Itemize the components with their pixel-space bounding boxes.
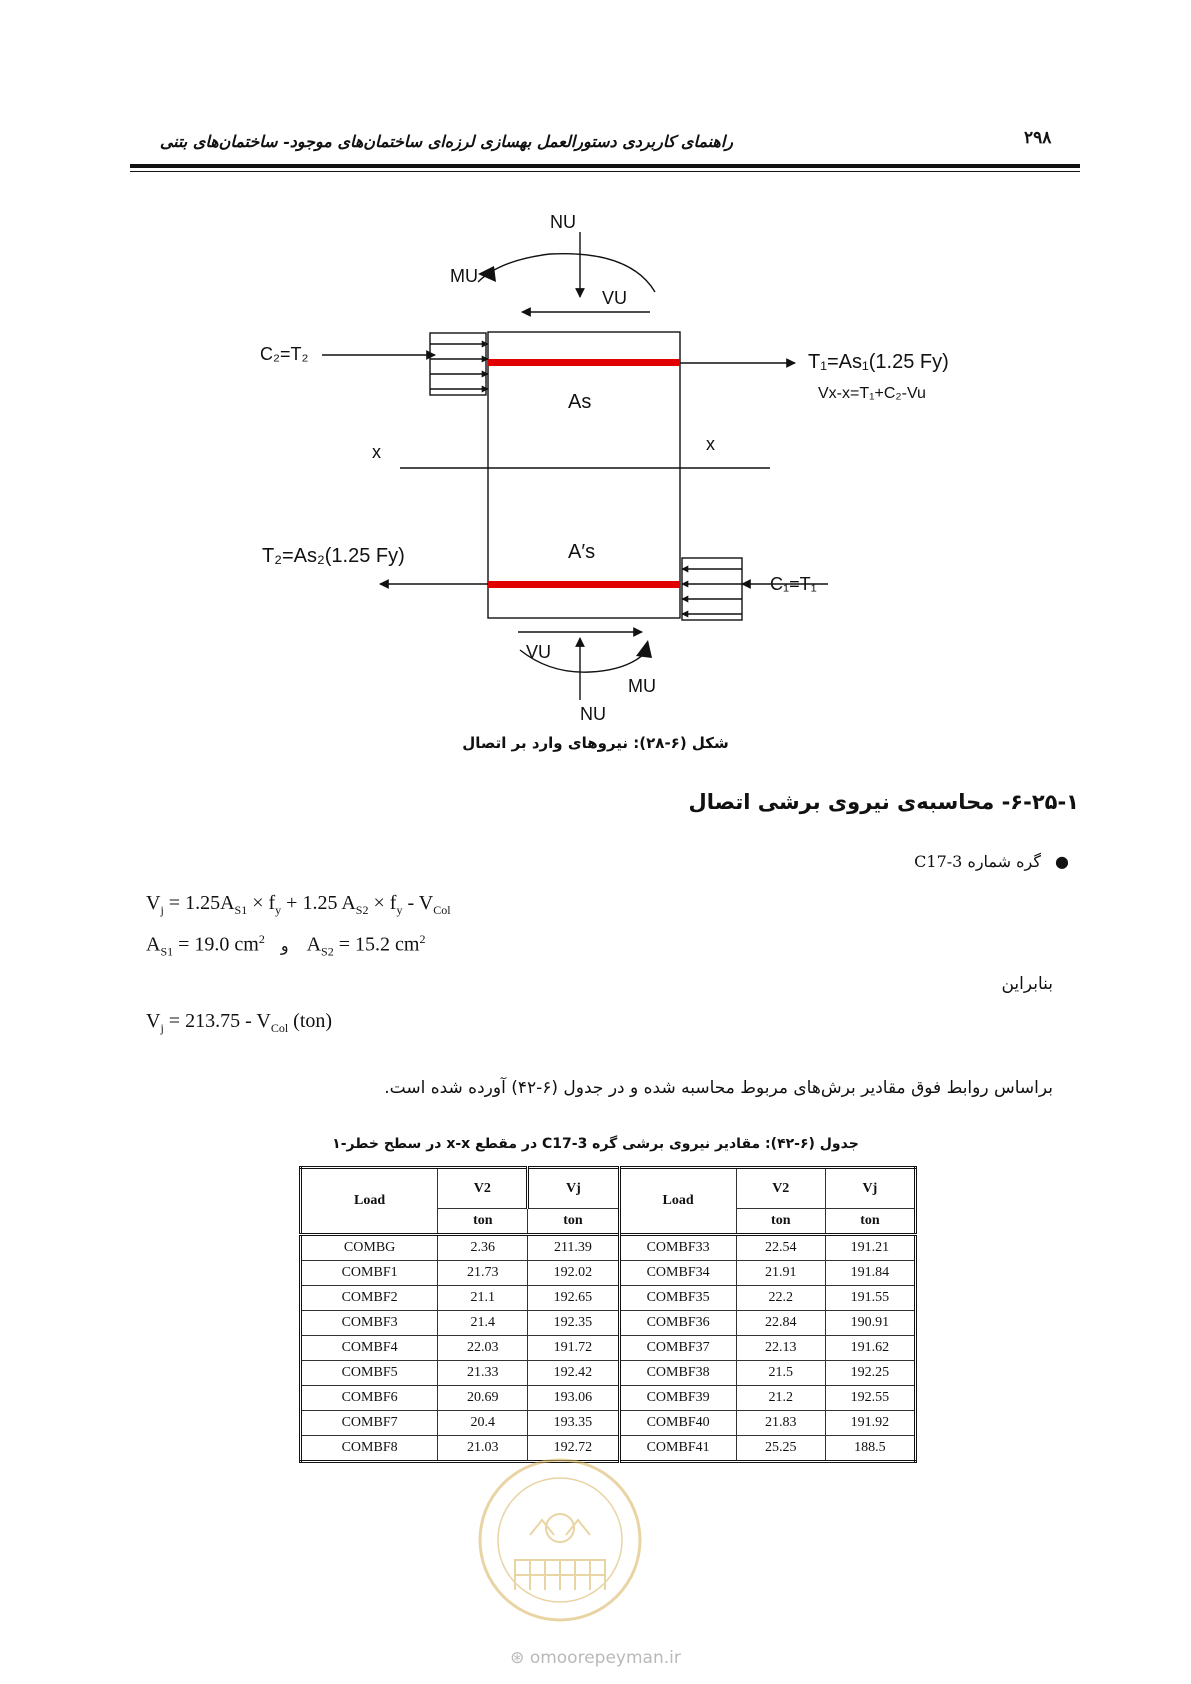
label-nu-top: NU <box>550 212 576 232</box>
figure-caption: شکل (۶-۲۸): نیروهای وارد بر اتصال <box>462 734 729 752</box>
mu-bottom-arrowhead <box>636 640 652 658</box>
cell-load-right: COMBF39 <box>619 1386 736 1411</box>
label-as: As <box>568 391 592 413</box>
cell-load-right: COMBF34 <box>619 1261 736 1286</box>
cell-v2-left: 2.36 <box>438 1235 528 1261</box>
shear-values-table <box>299 1166 917 1463</box>
cell-load-left: COMBF1 <box>301 1261 438 1286</box>
cell-v2-left: 20.4 <box>438 1411 528 1436</box>
page-number: ۲۹۸ <box>1024 128 1052 148</box>
label-t1: T₁=As₁(1.25 Fy) <box>808 351 949 373</box>
table-row <box>301 1286 916 1311</box>
cell-vj-right: 190.91 <box>825 1311 915 1336</box>
cell-v2-right: 21.91 <box>736 1261 825 1286</box>
cell-vj-right: 192.55 <box>825 1386 915 1411</box>
cell-v2-left: 20.69 <box>438 1386 528 1411</box>
cell-v2-right: 21.2 <box>736 1386 825 1411</box>
cell-vj-right: 191.92 <box>825 1411 915 1436</box>
header-v2-left: V2 <box>438 1168 528 1209</box>
cell-v2-right: 25.25 <box>736 1436 825 1462</box>
mu-top-arc <box>478 254 655 292</box>
cell-v2-right: 21.5 <box>736 1361 825 1386</box>
cell-load-left: COMBF2 <box>301 1286 438 1311</box>
cell-vj-right: 191.55 <box>825 1286 915 1311</box>
cell-vj-left: 193.06 <box>528 1386 619 1411</box>
cell-vj-left: 192.65 <box>528 1286 619 1311</box>
label-t2: T₂=As₂(1.25 Fy) <box>262 545 405 567</box>
cell-load-left: COMBG <box>301 1235 438 1261</box>
cell-load-right: COMBF36 <box>619 1311 736 1336</box>
watermark-icon: ⊛ <box>510 1648 525 1668</box>
unit-v2-left: ton <box>438 1209 528 1235</box>
label-nu-bottom: NU <box>580 704 606 724</box>
cell-v2-right: 22.2 <box>736 1286 825 1311</box>
cell-v2-left: 21.73 <box>438 1261 528 1286</box>
cell-v2-left: 21.33 <box>438 1361 528 1386</box>
bottom-rebar <box>488 581 680 588</box>
table-row <box>301 1311 916 1336</box>
cell-load-right: COMBF33 <box>619 1235 736 1261</box>
equation-vj-general: $V_j = 1.25A_{S1} \times f_y + 1.25$ $A_{S2} \times f_y - V_{Col}$ <box>146 892 451 917</box>
cell-vj-left: 192.72 <box>528 1436 619 1462</box>
cell-vj-right: 192.25 <box>825 1361 915 1386</box>
top-rebar <box>488 359 680 366</box>
unit-v2-right: ton <box>736 1209 825 1235</box>
cell-vj-right: 191.62 <box>825 1336 915 1361</box>
cell-load-right: COMBF37 <box>619 1336 736 1361</box>
header-vj-right: Vj <box>825 1168 915 1209</box>
table-row <box>301 1235 916 1261</box>
cell-v2-left: 21.4 <box>438 1311 528 1336</box>
header-load-right: Load <box>619 1168 736 1235</box>
label-as-prime: A′s <box>568 541 596 563</box>
table-row <box>301 1361 916 1386</box>
label-vu-top: VU <box>602 288 628 308</box>
cell-vj-left: 192.02 <box>528 1261 619 1286</box>
label-vu-bottom: VU <box>526 642 552 662</box>
cell-load-right: COMBF35 <box>619 1286 736 1311</box>
label-x-left: x <box>372 442 381 462</box>
header-rule-thin <box>130 171 1080 172</box>
cell-vj-left: 191.72 <box>528 1336 619 1361</box>
cell-vj-left: 211.39 <box>528 1235 619 1261</box>
equation-vj-result: $V_j = 213.75 - V_{Col}$ (ton) <box>146 1010 333 1035</box>
header-load-left: Load <box>301 1168 438 1235</box>
joint-block <box>488 332 680 618</box>
cell-load-left: COMBF3 <box>301 1311 438 1336</box>
label-mu-bottom: MU <box>628 676 656 696</box>
cell-load-left: COMBF4 <box>301 1336 438 1361</box>
equation-as-values: $A_{S1} = 19.0$ $cm^2$ و $A_{S2} = 15.2$ $cm^2$ <box>146 932 426 959</box>
joint-forces-diagram <box>250 212 950 732</box>
table-row <box>301 1336 916 1361</box>
cell-v2-right: 22.13 <box>736 1336 825 1361</box>
label-c2: C₂=T₂ <box>260 344 309 364</box>
table-row <box>301 1261 916 1286</box>
running-header-title: راهنمای کاربردی دستورالعمل بهسازی لرزه‌ای ساختمان‌های موجود- ساختمان‌های بتنی <box>159 132 733 151</box>
cell-v2-right: 22.84 <box>736 1311 825 1336</box>
label-mu-top: MU <box>450 266 478 286</box>
table-caption: جدول (۶-۴۲): مقادیر نیروی برشی گره C17-3 در مقطع x-x در سطح خطر-۱ <box>332 1136 859 1152</box>
cell-load-left: COMBF8 <box>301 1436 438 1462</box>
cell-v2-right: 22.54 <box>736 1235 825 1261</box>
unit-vj-left: ton <box>528 1209 619 1235</box>
header-vj-left: Vj <box>528 1168 619 1209</box>
cell-vj-left: 192.35 <box>528 1311 619 1336</box>
section-heading: ۶-۲۵-۱- محاسبه‌ی نیروی برشی اتصال <box>688 790 1079 814</box>
table-row <box>301 1411 916 1436</box>
cell-v2-left: 21.1 <box>438 1286 528 1311</box>
header-rule-thick <box>130 164 1080 168</box>
cell-v2-right: 21.83 <box>736 1411 825 1436</box>
cell-load-left: COMBF7 <box>301 1411 438 1436</box>
label-x-right: x <box>706 434 715 454</box>
cell-v2-left: 21.03 <box>438 1436 528 1462</box>
cell-load-left: COMBF5 <box>301 1361 438 1386</box>
header-v2-right: V2 <box>736 1168 825 1209</box>
cell-vj-right: 191.84 <box>825 1261 915 1286</box>
cell-vj-right: 188.5 <box>825 1436 915 1462</box>
cell-load-right: COMBF41 <box>619 1436 736 1462</box>
therefore-text: بنابراین <box>1001 974 1053 994</box>
cell-vj-left: 192.42 <box>528 1361 619 1386</box>
cell-vj-left: 193.35 <box>528 1411 619 1436</box>
c1-stress-block <box>682 558 742 620</box>
table-header-row <box>301 1168 916 1209</box>
body-paragraph: براساس روابط فوق مقادیر برش‌های مربوط محاسبه شده و در جدول (۶-۴۲) آورده شده است. <box>384 1078 1053 1098</box>
cell-load-left: COMBF6 <box>301 1386 438 1411</box>
cell-load-right: COMBF40 <box>619 1411 736 1436</box>
bullet-node-label: گره شماره C17-3 <box>914 852 1041 871</box>
label-vxx: Vx-x=T₁+C₂-Vu <box>818 385 926 402</box>
cell-vj-right: 191.21 <box>825 1235 915 1261</box>
watermark-url: ⊛ omoorepeyman.ir <box>510 1648 681 1668</box>
table-row <box>301 1386 916 1411</box>
cell-v2-left: 22.03 <box>438 1336 528 1361</box>
unit-vj-right: ton <box>825 1209 915 1235</box>
cell-load-right: COMBF38 <box>619 1361 736 1386</box>
watermark-stamp <box>470 1440 650 1640</box>
c2-stress-block <box>430 333 486 395</box>
bullet-dot: ● <box>1055 852 1069 871</box>
label-c1: C₁=T₁ <box>770 574 817 594</box>
